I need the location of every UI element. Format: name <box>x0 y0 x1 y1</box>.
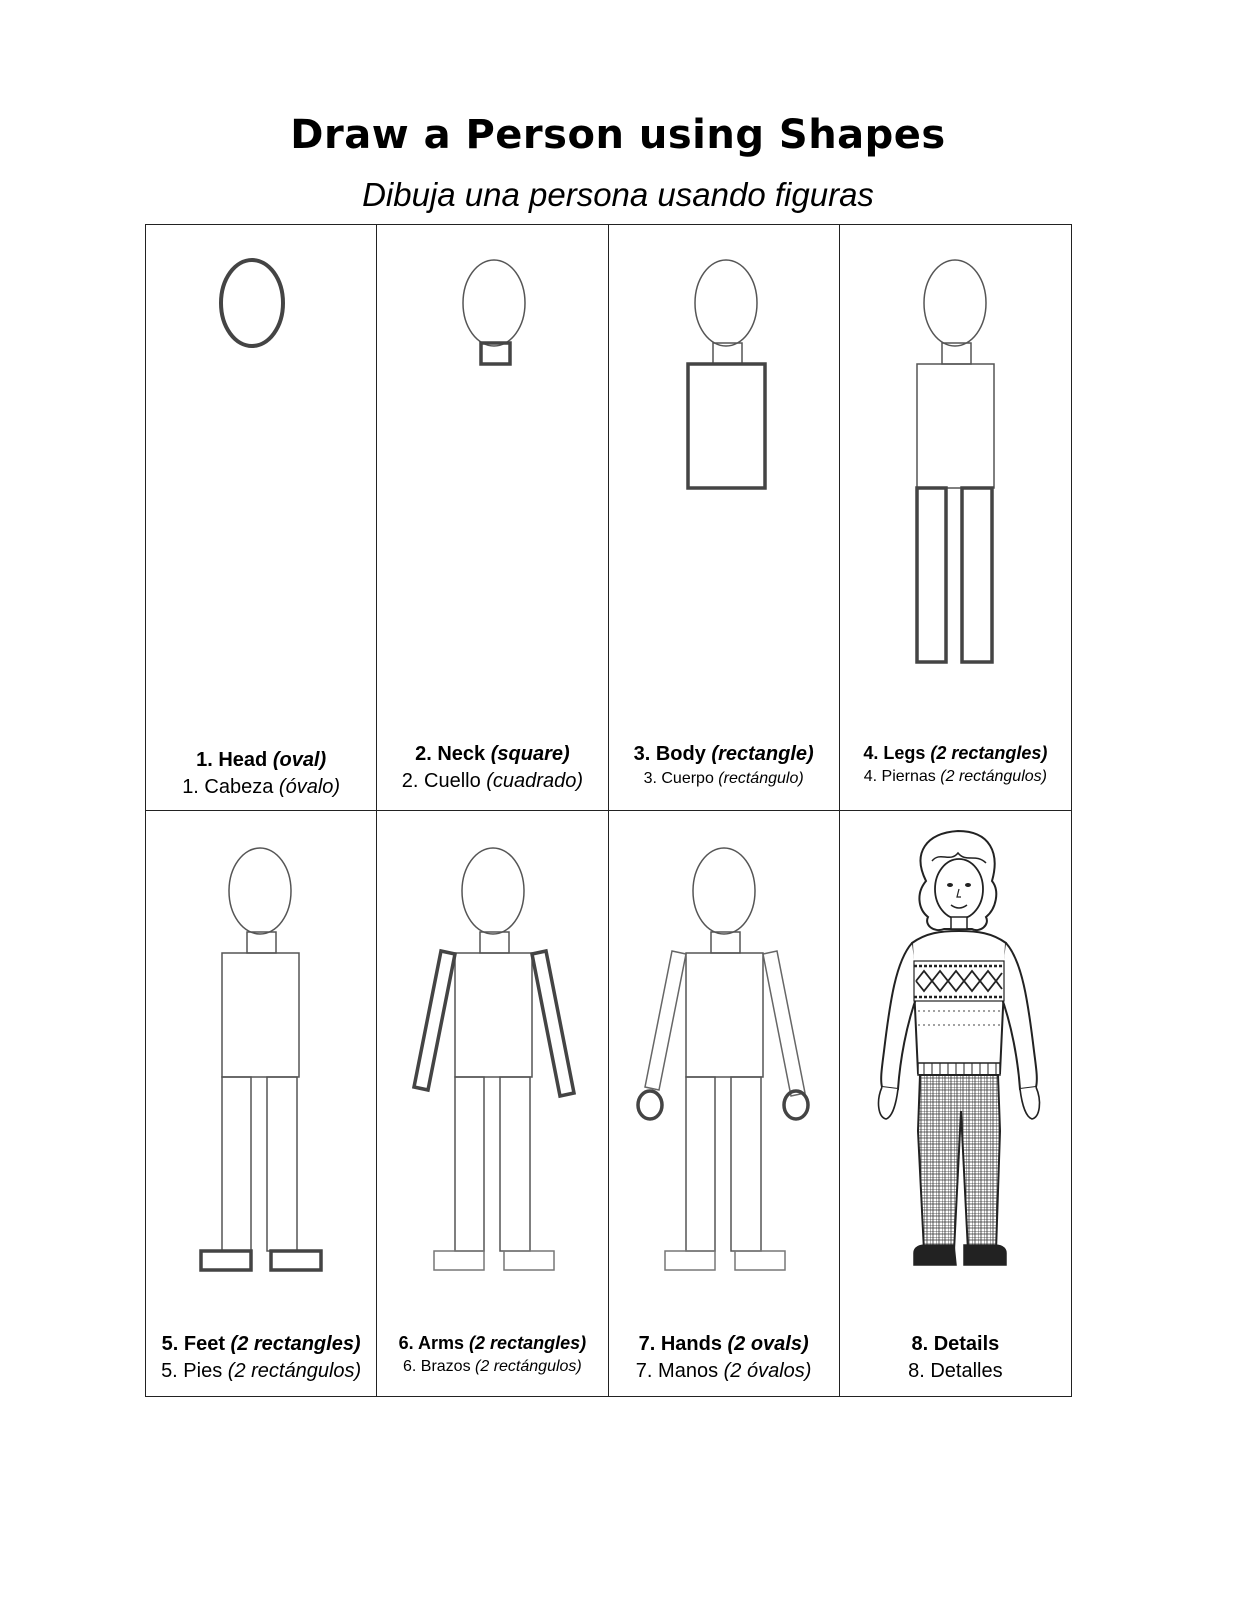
step-3-caption <box>609 743 839 788</box>
step-4-panel <box>840 225 1071 811</box>
step-3-es: 3. Cuerpo (rectángulo) <box>643 770 804 787</box>
step-2-en: 2. Neck (square) <box>415 743 570 765</box>
arms-drawing <box>377 811 608 1397</box>
step-8-en: 8. Details <box>911 1332 1000 1355</box>
step-6-es: 6. Brazos (2 rectángulos) <box>402 1357 582 1375</box>
body-drawing <box>609 225 840 811</box>
steps-grid <box>145 224 1072 1397</box>
step-5-es: 5. Pies (2 rectángulos) <box>161 1359 362 1382</box>
girl-illustration <box>840 811 1071 1397</box>
step-4-caption <box>840 743 1071 786</box>
step-7-es: 7. Manos (2 óvalos) <box>635 1359 812 1382</box>
step-2-es: 2. Cuello (cuadrado) <box>401 770 583 792</box>
step-7-en: 7. Hands (2 ovals) <box>638 1332 809 1355</box>
step-7-panel <box>609 811 840 1397</box>
step-1-en: 1. Head (oval) <box>196 749 327 771</box>
step-5-caption <box>146 1333 376 1383</box>
step-5-en: 5. Feet (2 rectangles) <box>161 1332 361 1355</box>
page-title: Draw a Person using Shapes <box>290 112 946 158</box>
step-3-panel <box>609 225 840 811</box>
step-1-es: 1. Cabeza (óvalo) <box>182 776 341 798</box>
step-8-caption <box>840 1333 1071 1383</box>
head-drawing <box>146 225 377 811</box>
step-2-panel <box>377 225 608 811</box>
step-8-es: 8. Detalles <box>908 1359 1003 1382</box>
page-subtitle: Dibuja una persona usando figuras <box>362 176 874 213</box>
step-3-en: 3. Body (rectangle) <box>633 743 814 765</box>
step-6-caption <box>377 1333 607 1376</box>
step-6-en: 6. Arms (2 rectangles) <box>398 1332 587 1353</box>
neck-drawing <box>377 225 608 811</box>
step-4-en: 4. Legs (2 rectangles) <box>863 743 1048 763</box>
hands-drawing <box>609 811 840 1397</box>
step-2-caption <box>377 743 607 793</box>
step-7-caption <box>609 1333 839 1383</box>
step-1-caption <box>146 749 376 799</box>
step-5-panel <box>146 811 377 1397</box>
step-1-panel <box>146 225 377 811</box>
step-8-panel <box>840 811 1071 1397</box>
legs-drawing <box>840 225 1071 811</box>
feet-drawing <box>146 811 377 1397</box>
step-6-panel <box>377 811 608 1397</box>
step-4-es: 4. Piernas (2 rectángulos) <box>863 768 1047 785</box>
